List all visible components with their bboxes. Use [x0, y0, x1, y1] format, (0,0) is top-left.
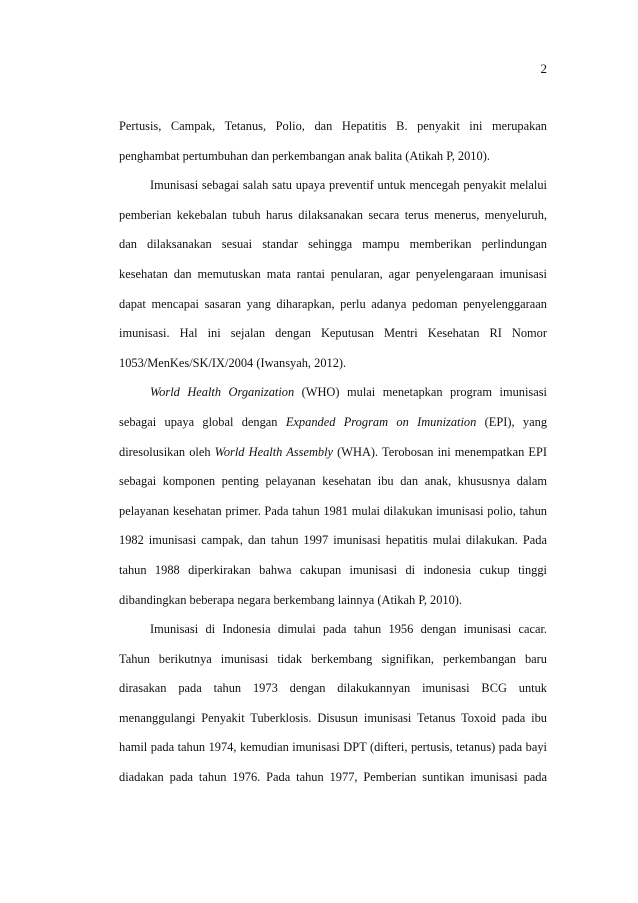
text-segment: Imunisasi sebagai salah satu upaya preventif untuk mencegah penyakit melalui: [150, 178, 547, 193]
text-line: [119, 592, 547, 622]
text-line: [119, 680, 547, 710]
text-segment: dapat mencapai sasaran yang diharapkan, perlu adanya pedoman penyelenggaraan: [119, 296, 547, 311]
text-line: [119, 769, 547, 799]
text-segment: (WHA). Terobosan ini menempatkan EPI: [333, 444, 547, 459]
text-line: [119, 562, 547, 592]
text-segment: hamil pada tahun 1974, kemudian imunisasi DPT (difteri, pertusis, tetanus) pada bayi: [119, 740, 547, 755]
text-line: [119, 148, 547, 178]
text-line: [119, 532, 547, 562]
page-number: 2: [540, 61, 547, 76]
text-segment: Pertusis, Campak, Tetanus, Polio, dan Hepatitis B. penyakit ini merupakan: [119, 119, 547, 133]
text-line: [119, 355, 547, 385]
text-line: [119, 266, 547, 296]
text-segment: (WHO) mulai menetapkan program imunisasi: [294, 385, 547, 400]
text-line: [119, 444, 547, 474]
text-line: [119, 473, 547, 503]
text-line: [119, 236, 547, 266]
text-segment: 1053/MenKes/SK/IX/2004 (Iwansyah, 2012).: [119, 355, 347, 370]
text-segment: sebagai komponen penting pelayanan kesehatan ibu dan anak, khususnya dalam: [119, 474, 547, 489]
text-segment: imunisasi. Hal ini sejalan dengan Keputusan Mentri Kesehatan RI Nomor: [119, 326, 547, 341]
text-line: [119, 651, 547, 681]
text-segment: Imunisasi di Indonesia dimulai pada tahun 1956 dengan imunisasi cacar.: [150, 622, 547, 637]
text-segment: Tahun berikutnya imunisasi tidak berkembang signifikan, perkembangan baru: [119, 651, 547, 666]
italic-term: World Health Organization: [150, 385, 295, 400]
text-segment: pelayanan kesehatan primer. Pada tahun 1981 mulai dilakukan imunisasi polio, tahun: [119, 503, 547, 518]
text-line: [119, 503, 547, 533]
text-line: [119, 325, 547, 355]
text-segment: penghambat pertumbuhan dan perkembangan anak balita (Atikah P, 2010).: [119, 148, 490, 163]
text-line: [119, 739, 547, 769]
text-segment: dan dilaksanakan sesuai standar sehingga mampu memberikan perlindungan: [119, 237, 547, 252]
text-segment: sebagai upaya global dengan: [119, 414, 286, 429]
text-line: [119, 384, 547, 414]
body-text: [119, 118, 547, 799]
text-line: [119, 177, 547, 207]
text-line: [119, 621, 547, 651]
text-segment: dirasakan pada tahun 1973 dengan dilakukannyan imunisasi BCG untuk: [119, 681, 547, 696]
text-segment: diadakan pada tahun 1976. Pada tahun 1977, Pemberian suntikan imunisasi pada: [119, 770, 547, 785]
text-segment: kesehatan dan memutuskan mata rantai penularan, agar penyelengaraan imunisasi: [119, 266, 547, 281]
text-segment: tahun 1988 diperkirakan bahwa cakupan imunisasi di indonesia cukup tinggi: [119, 562, 547, 577]
italic-term: World Health Assembly: [214, 444, 334, 459]
italic-term: Expanded Program on Imunization: [285, 414, 477, 429]
text-segment: menanggulangi Penyakit Tuberklosis. Disusun imunisasi Tetanus Toxoid pada ibu: [119, 710, 547, 725]
text-segment: pemberian kekebalan tubuh harus dilaksanakan secara terus menerus, menyeluruh,: [119, 207, 547, 222]
text-segment: dibandingkan beberapa negara berkembang lainnya (Atikah P, 2010).: [119, 592, 463, 607]
text-line: [119, 207, 547, 237]
text-segment: (EPI), yang: [476, 414, 548, 429]
text-segment: 1982 imunisasi campak, dan tahun 1997 imunisasi hepatitis mulai dilakukan. Pada: [119, 533, 547, 548]
text-line: [119, 296, 547, 326]
text-line: [119, 710, 547, 740]
text-line: [119, 414, 547, 444]
text-line: [119, 118, 547, 148]
text-segment: diresolusikan oleh: [119, 444, 215, 459]
